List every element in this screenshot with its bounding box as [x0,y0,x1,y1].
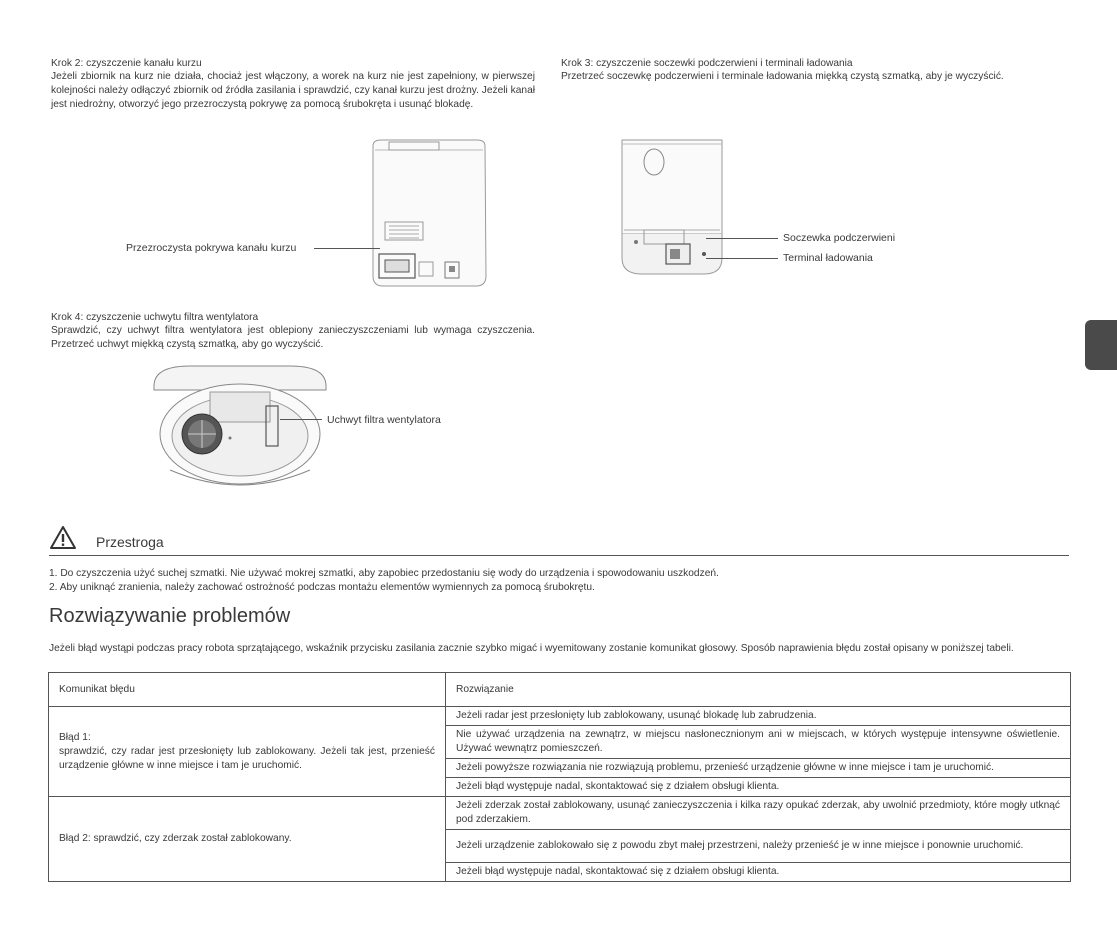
dust-station-front-illustration [618,134,728,282]
step2-body: Jeżeli zbiornik na kurz nie działa, chociaż jest włączony, a worek na kurz nie jest zapełniony, w pierwszej kolejności należy odłączyć zbiornik od źródła zasilania i sprawdzić, czy kanał kurzu jest drożny. Jeżeli kanał jest niedrożny, otworzyć jego przezroczystą pokrywę za pomocą śrubokręta i usunąć blokadę. [51,71,535,110]
table-row [49,797,1071,830]
warning-triangle-icon [49,525,77,550]
caution-item-1: 1. Do czyszczenia użyć suchej szmatki. Nie używać mokrej szmatki, aby zapobiec przedostaniu się wody do urządzenia i spowodowaniu uszkodzeń. [49,568,719,579]
step4-title: Krok 4: czyszczenie uchwytu filtra wentylatora [51,312,259,323]
error-1-solution-1: Jeżeli radar jest przesłonięty lub zablokowany, usunąć blokadę lub zabrudzenia. [446,707,1071,726]
callout-line-ir-lens [706,238,778,239]
error-1-solution-2: Nie używać urządzenia na zewnątrz, w miejscu nasłonecznionym ani w miejscach, w których występuje intensywne oświetlenie. Używać wewnątrz pomieszczeń. [446,726,1071,759]
error-1-body: sprawdzić, czy radar jest przesłonięty lub zablokowany. Jeżeli tak jest, przenieść urządzenie główne w inne miejsce i tam je uruchomić. [59,745,435,771]
troubleshooting-heading: Rozwiązywanie problemów [49,605,291,627]
caution-heading: Przestroga [96,534,164,550]
callout-fan-filter: Uchwyt filtra wentylatora [327,414,441,426]
callout-line-fan-filter [280,419,322,420]
dust-station-rear-illustration [365,136,495,291]
table-header-row [49,673,1071,707]
column-header-error: Komunikat błędu [49,673,446,707]
error-2-solution-3: Jeżeli błąd występuje nadal, skontaktować się z działem obsługi klienta. [446,863,1071,882]
callout-line-dust-cover [314,248,380,249]
step3-body: Przetrzeć soczewkę podczerwieni i terminale ładowania miękką czystą szmatką, aby je wyczyścić. [561,71,1004,82]
callout-dust-cover: Przezroczysta pokrywa kanału kurzu [126,242,297,254]
column-header-solution: Rozwiązanie [446,673,1071,707]
error-2-solution-2: Jeżeli urządzenie zablokowało się z powodu zbyt małej przestrzeni, należy przenieść je w inne miejsce i ponownie uruchomić. [446,830,1071,863]
step3-title: Krok 3: czyszczenie soczewki podczerwieni i terminali ładowania [561,58,853,69]
callout-ir-lens: Soczewka podczerwieni [783,232,896,244]
callout-charging-terminal: Terminal ładowania [783,252,873,264]
error-1-solution-4: Jeżeli błąd występuje nadal, skontaktować się z działem obsługi klienta. [446,778,1071,797]
table-row [49,707,1071,726]
troubleshooting-intro: Jeżeli błąd wystąpi podczas pracy robota sprzątającego, wskaźnik przycisku zasilania zacznie szybko migać i wyemitowany zostanie komunikat głosowy. Sposób naprawienia błędu został opisany w poniższej tabeli. [49,643,1014,654]
caution-rule [49,555,1069,556]
step2-title: Krok 2: czyszczenie kanału kurzu [51,58,202,69]
error-table [48,672,1071,882]
error-1-solution-3: Jeżeli powyższe rozwiązania nie rozwiązują problemu, przenieść urządzenie główne w inne miejsce i tam je uruchomić. [446,759,1071,778]
error-1-cell [49,707,446,797]
caution-item-2: 2. Aby uniknąć zranienia, należy zachować ostrożność podczas montażu elementów wymiennych za pomocą śrubokrętu. [49,582,595,593]
chapter-tab [1085,320,1117,370]
callout-line-charging-terminal [706,258,778,259]
step4-body: Sprawdzić, czy uchwyt filtra wentylatora jest oblepiony zanieczyszczeniami lub wymaga czyszczenia. Przetrzeć uchwyt miękką czystą szmatką, aby go wyczyścić. [51,325,535,350]
fan-filter-illustration [150,360,330,500]
error-2-solution-1: Jeżeli zderzak został zablokowany, usunąć zanieczyszczenia i kilka razy opukać zderzak, aby uwolnić przedmioty, które mogły utknąć pod zderzakiem. [446,797,1071,830]
error-2-cell: Błąd 2: sprawdzić, czy zderzak został zablokowany. [49,797,446,882]
error-1-title: Błąd 1: [59,731,91,743]
